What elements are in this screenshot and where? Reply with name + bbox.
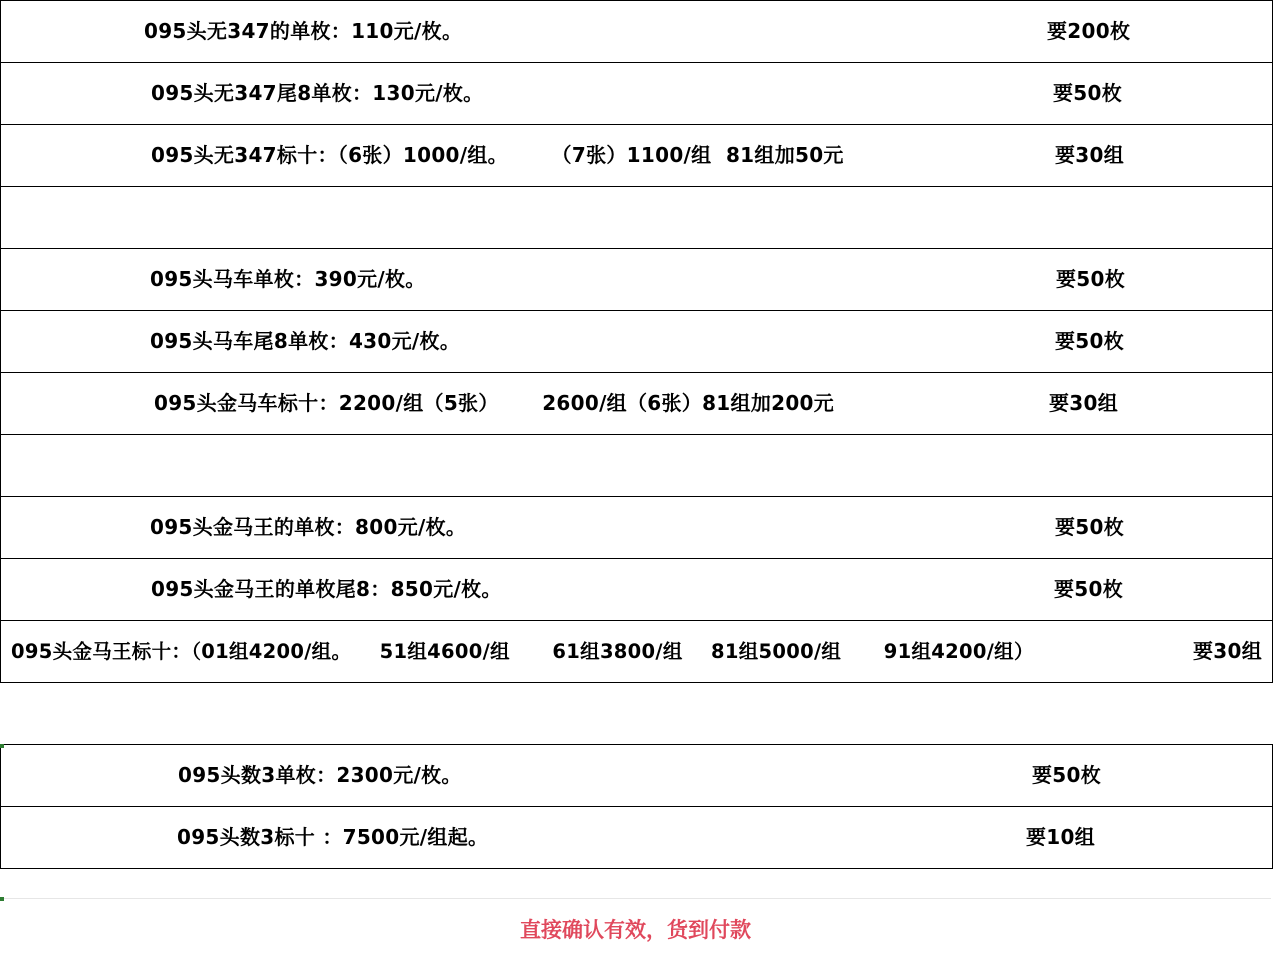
item-quantity: 要30组 bbox=[1055, 143, 1125, 167]
item-description: 095头数3标十 ：7500元/组起。 bbox=[177, 825, 489, 849]
price-row-11 bbox=[0, 621, 1273, 683]
blank-row bbox=[0, 683, 1271, 744]
item-description: 095头金马车标十：2200/组（5张） 2600/组（6张）81组加200元 bbox=[154, 391, 835, 415]
price-row-6 bbox=[0, 311, 1273, 373]
item-quantity: 要50枚 bbox=[1055, 329, 1125, 353]
price-row-7 bbox=[0, 373, 1273, 435]
item-quantity: 要50枚 bbox=[1056, 267, 1126, 291]
item-description: 095头数3单枚：2300元/枚。 bbox=[178, 763, 462, 787]
price-row-10 bbox=[0, 559, 1273, 621]
item-quantity: 要30组 bbox=[1193, 639, 1263, 663]
price-row-9 bbox=[0, 497, 1273, 559]
cell-corner-marker bbox=[0, 897, 4, 901]
blank-row bbox=[0, 187, 1273, 249]
price-row-13 bbox=[0, 744, 1273, 807]
item-description: 095头无347的单枚：110元/枚。 bbox=[144, 19, 463, 43]
item-quantity: 要50枚 bbox=[1032, 763, 1102, 787]
payment-note: 直接确认有效，货到付款 bbox=[520, 917, 751, 942]
item-quantity: 要10组 bbox=[1026, 825, 1096, 849]
item-description: 095头无347标十：（6张）1000/组。 （7张）1100/组 81组加50元 bbox=[151, 143, 844, 167]
item-description: 095头金马王的单枚：800元/枚。 bbox=[150, 515, 467, 539]
price-row-1 bbox=[0, 0, 1273, 63]
item-quantity: 要50枚 bbox=[1054, 577, 1124, 601]
price-row-5 bbox=[0, 249, 1273, 311]
item-description: 095头金马王的单枚尾8：850元/枚。 bbox=[151, 577, 502, 601]
item-quantity: 要200枚 bbox=[1047, 19, 1131, 43]
price-row-2 bbox=[0, 63, 1273, 125]
footer-note-row bbox=[0, 898, 1271, 960]
price-row-3 bbox=[0, 125, 1273, 187]
item-description: 095头马车单枚：390元/枚。 bbox=[150, 267, 426, 291]
blank-row bbox=[0, 435, 1273, 497]
item-quantity: 要30组 bbox=[1049, 391, 1119, 415]
item-description: 095头马车尾8单枚：430元/枚。 bbox=[150, 329, 461, 353]
item-description: 095头无347尾8单枚：130元/枚。 bbox=[151, 81, 484, 105]
item-quantity: 要50枚 bbox=[1055, 515, 1125, 539]
item-quantity: 要50枚 bbox=[1053, 81, 1123, 105]
item-description: 095头金马王标十：（01组4200/组。 51组4600/组 61组3800/组 81组5000/组 91组4200/组） bbox=[11, 640, 1034, 663]
cell-corner-marker bbox=[0, 744, 4, 748]
price-row-14 bbox=[0, 807, 1273, 869]
